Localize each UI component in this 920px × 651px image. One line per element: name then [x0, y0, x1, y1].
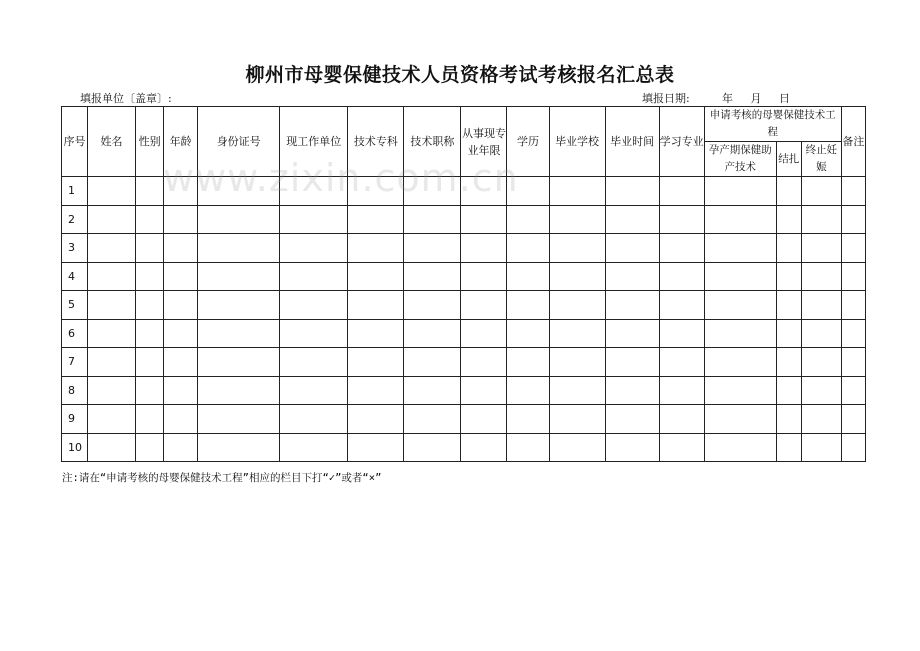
header-id-number: 身份证号 — [198, 107, 280, 177]
header-gender: 性别 — [136, 107, 164, 177]
table-cell[interactable] — [776, 262, 801, 291]
table-cell[interactable] — [549, 177, 605, 206]
table-body — [62, 177, 866, 462]
table-cell[interactable] — [704, 291, 776, 320]
table-cell[interactable] — [605, 348, 659, 377]
table-cell[interactable] — [841, 405, 865, 434]
table-cell[interactable] — [801, 348, 841, 377]
table-cell[interactable] — [280, 405, 348, 434]
registration-summary-table — [61, 106, 866, 462]
table-cell[interactable] — [136, 405, 164, 434]
row-number: 8 — [62, 376, 88, 405]
table-cell[interactable] — [801, 433, 841, 462]
table-cell[interactable] — [549, 319, 605, 348]
table-cell[interactable] — [198, 433, 280, 462]
table-cell[interactable] — [348, 433, 404, 462]
table-cell[interactable] — [549, 234, 605, 263]
header-prenatal-delivery: 孕产期保健助产技术 — [704, 142, 776, 177]
table-cell[interactable] — [136, 205, 164, 234]
table-cell[interactable] — [198, 319, 280, 348]
table-cell[interactable] — [198, 291, 280, 320]
table-cell[interactable] — [507, 433, 549, 462]
table-cell[interactable] — [280, 433, 348, 462]
table-cell[interactable] — [841, 433, 865, 462]
table-cell[interactable] — [704, 376, 776, 405]
row-number: 3 — [62, 234, 88, 263]
table-cell[interactable] — [776, 433, 801, 462]
page-title: 柳州市母婴保健技术人员资格考试考核报名汇总表 — [245, 64, 675, 86]
table-cell[interactable] — [404, 376, 461, 405]
table-cell[interactable] — [507, 319, 549, 348]
header-work-unit: 现工作单位 — [280, 107, 348, 177]
table-cell[interactable] — [88, 376, 136, 405]
header-seq: 序号 — [62, 107, 88, 177]
table-cell[interactable] — [704, 348, 776, 377]
table-cell[interactable] — [136, 177, 164, 206]
table-cell[interactable] — [88, 433, 136, 462]
table-cell[interactable] — [164, 291, 198, 320]
table-cell[interactable] — [507, 234, 549, 263]
table-row — [62, 205, 866, 234]
table-cell[interactable] — [704, 319, 776, 348]
table-cell[interactable] — [280, 177, 348, 206]
table-cell[interactable] — [776, 348, 801, 377]
table-cell[interactable] — [404, 177, 461, 206]
table-cell[interactable] — [841, 234, 865, 263]
table-cell[interactable] — [801, 291, 841, 320]
footnote: 注:请在“申请考核的母婴保健技术工程”相应的栏目下打“✓”或者“×” — [62, 472, 382, 484]
header-remarks: 备注 — [841, 107, 865, 177]
header-school: 毕业学校 — [549, 107, 605, 177]
table-cell[interactable] — [659, 319, 704, 348]
row-number: 9 — [62, 405, 88, 434]
table-cell[interactable] — [461, 319, 507, 348]
table-cell[interactable] — [348, 177, 404, 206]
row-number: 5 — [62, 291, 88, 320]
table-cell[interactable] — [164, 205, 198, 234]
table-row — [62, 234, 866, 263]
table-cell[interactable] — [280, 205, 348, 234]
table-cell[interactable] — [659, 348, 704, 377]
table-cell[interactable] — [841, 348, 865, 377]
table-cell[interactable] — [605, 205, 659, 234]
table-cell[interactable] — [704, 205, 776, 234]
table-cell[interactable] — [88, 319, 136, 348]
table-cell[interactable] — [841, 177, 865, 206]
table-cell[interactable] — [404, 234, 461, 263]
table-cell[interactable] — [801, 205, 841, 234]
table-cell[interactable] — [136, 433, 164, 462]
table-cell[interactable] — [88, 177, 136, 206]
table-cell[interactable] — [404, 405, 461, 434]
table-cell[interactable] — [704, 262, 776, 291]
header-ligation: 结扎 — [776, 142, 801, 177]
table-cell[interactable] — [164, 433, 198, 462]
table-cell[interactable] — [841, 262, 865, 291]
table-cell[interactable] — [605, 291, 659, 320]
table-cell[interactable] — [659, 262, 704, 291]
table-cell[interactable] — [88, 234, 136, 263]
table-cell[interactable] — [348, 262, 404, 291]
table-cell[interactable] — [605, 319, 659, 348]
table-cell[interactable] — [461, 205, 507, 234]
table-cell[interactable] — [776, 376, 801, 405]
table-cell[interactable] — [507, 262, 549, 291]
table-cell[interactable] — [801, 405, 841, 434]
table-cell[interactable] — [507, 348, 549, 377]
table-cell[interactable] — [280, 262, 348, 291]
row-number: 4 — [62, 262, 88, 291]
table-row — [62, 319, 866, 348]
table-cell[interactable] — [404, 262, 461, 291]
table-cell[interactable] — [164, 262, 198, 291]
table-cell[interactable] — [776, 291, 801, 320]
table-cell[interactable] — [659, 177, 704, 206]
table-cell[interactable] — [841, 291, 865, 320]
row-number: 1 — [62, 177, 88, 206]
table-cell[interactable] — [88, 262, 136, 291]
table-cell[interactable] — [507, 376, 549, 405]
table-cell[interactable] — [776, 319, 801, 348]
table-cell[interactable] — [549, 262, 605, 291]
table-cell[interactable] — [605, 234, 659, 263]
table-cell[interactable] — [704, 177, 776, 206]
table-cell[interactable] — [801, 234, 841, 263]
table-cell[interactable] — [198, 234, 280, 263]
table-cell[interactable] — [88, 205, 136, 234]
table-cell[interactable] — [461, 376, 507, 405]
table-cell[interactable] — [280, 348, 348, 377]
header-years: 从事现专业年限 — [461, 107, 507, 177]
table-cell[interactable] — [164, 234, 198, 263]
table-cell[interactable] — [605, 177, 659, 206]
table-cell[interactable] — [841, 319, 865, 348]
table-cell[interactable] — [801, 177, 841, 206]
table-cell[interactable] — [659, 291, 704, 320]
table-cell[interactable] — [841, 205, 865, 234]
table-cell[interactable] — [164, 348, 198, 377]
table-cell[interactable] — [136, 291, 164, 320]
table-cell[interactable] — [659, 376, 704, 405]
header-specialty: 技术专科 — [348, 107, 404, 177]
table-cell[interactable] — [280, 319, 348, 348]
table-row — [62, 177, 866, 206]
table-cell[interactable] — [198, 205, 280, 234]
table-cell[interactable] — [659, 205, 704, 234]
table-row — [62, 405, 866, 434]
table-cell[interactable] — [88, 405, 136, 434]
table-cell[interactable] — [507, 405, 549, 434]
table-cell[interactable] — [841, 376, 865, 405]
row-number: 7 — [62, 348, 88, 377]
table-cell[interactable] — [136, 262, 164, 291]
table-cell[interactable] — [348, 291, 404, 320]
table-cell[interactable] — [461, 405, 507, 434]
header-age: 年龄 — [164, 107, 198, 177]
table-cell[interactable] — [549, 376, 605, 405]
table-cell[interactable] — [776, 177, 801, 206]
header-education: 学历 — [507, 107, 549, 177]
table-cell[interactable] — [461, 234, 507, 263]
table-cell[interactable] — [164, 405, 198, 434]
table-cell[interactable] — [801, 376, 841, 405]
fill-unit-label: 填报单位〔盖章〕: — [80, 92, 172, 105]
table-row — [62, 433, 866, 462]
table-cell[interactable] — [404, 291, 461, 320]
table-cell[interactable] — [801, 319, 841, 348]
table-cell[interactable] — [704, 405, 776, 434]
row-number: 6 — [62, 319, 88, 348]
table-cell[interactable] — [507, 177, 549, 206]
table-cell[interactable] — [507, 205, 549, 234]
table-cell[interactable] — [164, 177, 198, 206]
table-cell[interactable] — [404, 319, 461, 348]
table-cell[interactable] — [549, 348, 605, 377]
table-cell[interactable] — [88, 348, 136, 377]
table-cell[interactable] — [136, 376, 164, 405]
table-cell[interactable] — [280, 291, 348, 320]
table-cell[interactable] — [404, 348, 461, 377]
table-cell[interactable] — [659, 405, 704, 434]
table-cell[interactable] — [605, 376, 659, 405]
table-cell[interactable] — [776, 205, 801, 234]
header-title: 技术职称 — [404, 107, 461, 177]
table-cell[interactable] — [549, 205, 605, 234]
table-cell[interactable] — [348, 348, 404, 377]
table-cell[interactable] — [164, 376, 198, 405]
table-cell[interactable] — [198, 405, 280, 434]
table-cell[interactable] — [461, 348, 507, 377]
table-cell[interactable] — [704, 234, 776, 263]
table-cell[interactable] — [549, 291, 605, 320]
table-cell[interactable] — [461, 433, 507, 462]
table-cell[interactable] — [348, 205, 404, 234]
header-grad-time: 毕业时间 — [605, 107, 659, 177]
header-major: 学习专业 — [659, 107, 704, 177]
table-row — [62, 376, 866, 405]
table-cell[interactable] — [404, 205, 461, 234]
table-cell[interactable] — [88, 291, 136, 320]
table-cell[interactable] — [348, 234, 404, 263]
table-cell[interactable] — [461, 291, 507, 320]
table-cell[interactable] — [198, 262, 280, 291]
table-row — [62, 262, 866, 291]
table-cell[interactable] — [198, 376, 280, 405]
table-cell[interactable] — [198, 177, 280, 206]
table-cell[interactable] — [280, 234, 348, 263]
table-cell[interactable] — [136, 319, 164, 348]
row-number: 2 — [62, 205, 88, 234]
table-cell[interactable] — [801, 262, 841, 291]
table-cell[interactable] — [605, 433, 659, 462]
row-number: 10 — [62, 433, 88, 462]
table-cell[interactable] — [280, 376, 348, 405]
table-cell[interactable] — [404, 433, 461, 462]
table-cell[interactable] — [348, 405, 404, 434]
table-cell[interactable] — [198, 348, 280, 377]
table-row — [62, 348, 866, 377]
table-cell[interactable] — [659, 234, 704, 263]
table-cell[interactable] — [164, 319, 198, 348]
table-cell[interactable] — [348, 376, 404, 405]
header-apply-group: 申请考核的母婴保健技术工程 — [704, 107, 841, 142]
table-cell[interactable] — [549, 405, 605, 434]
table-cell[interactable] — [704, 433, 776, 462]
table-cell[interactable] — [507, 291, 549, 320]
table-cell[interactable] — [776, 234, 801, 263]
table-cell[interactable] — [136, 348, 164, 377]
watermark: www.zixin.com.cn — [163, 156, 519, 200]
table-cell[interactable] — [136, 234, 164, 263]
fill-date-parts: 年 月 日 — [722, 92, 790, 105]
table-cell[interactable] — [605, 262, 659, 291]
header-name: 姓名 — [88, 107, 136, 177]
table-cell[interactable] — [348, 319, 404, 348]
table-cell[interactable] — [461, 177, 507, 206]
table-cell[interactable] — [549, 433, 605, 462]
table-row — [62, 291, 866, 320]
table-cell[interactable] — [659, 433, 704, 462]
table-cell[interactable] — [605, 405, 659, 434]
header-termination: 终止妊娠 — [801, 142, 841, 177]
fill-date-label: 填报日期: — [642, 92, 690, 105]
table-cell[interactable] — [461, 262, 507, 291]
table-cell[interactable] — [776, 405, 801, 434]
